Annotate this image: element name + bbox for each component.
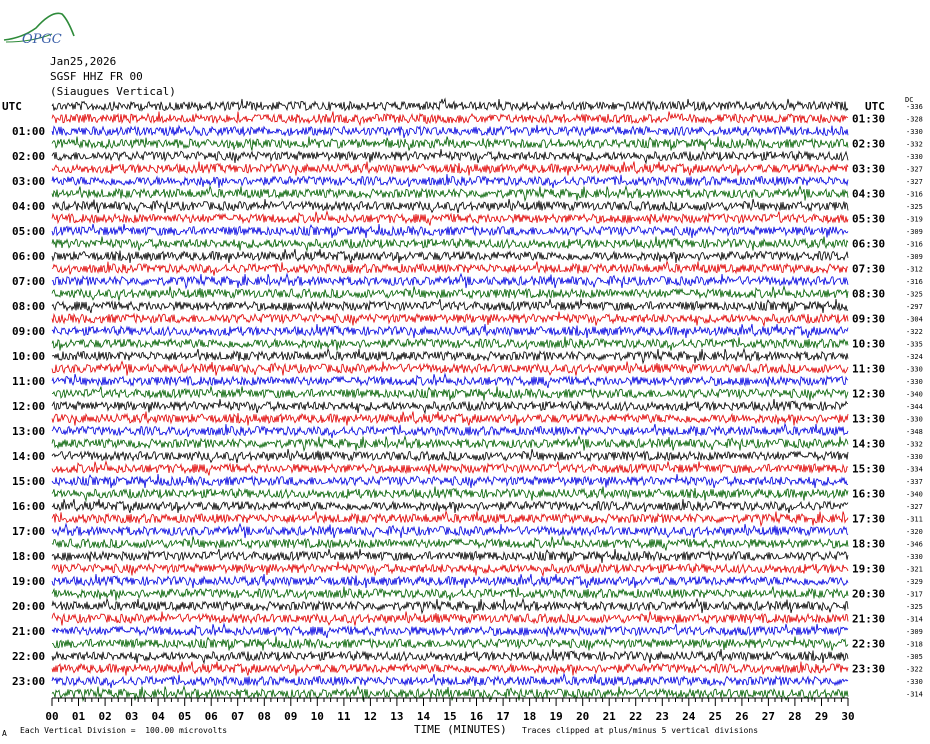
hour-label-right: 11:30: [852, 362, 886, 376]
dc-offset-label: -316: [906, 240, 923, 249]
trace-line: [52, 312, 848, 326]
x-tick-label: 16: [469, 710, 484, 723]
dc-offset-label: -330: [906, 553, 923, 561]
footer-scale: Each Vertical Division = 100.00 microvolts: [20, 726, 228, 735]
hour-label-left: 11:00: [12, 375, 46, 388]
hour-label-right: 19:30: [852, 562, 886, 576]
hour-label-left: 21:00: [12, 625, 46, 638]
trace-line: [52, 249, 848, 263]
hour-label-left: 12:00: [12, 400, 46, 413]
dc-offset-label: -340: [906, 490, 923, 499]
hour-label-right: 08:30: [852, 287, 886, 301]
trace-line: [52, 287, 848, 301]
x-tick-label: 19: [549, 710, 563, 723]
hour-label-left: 06:00: [12, 250, 46, 263]
dc-offset-label: -330: [906, 153, 923, 161]
trace-line: [52, 349, 848, 363]
dc-offset-label: -316: [906, 190, 923, 199]
trace-line: [52, 512, 848, 526]
dc-offset-label: -340: [906, 390, 923, 399]
hour-label-right: 15:30: [852, 462, 886, 476]
hour-label-right: 12:30: [852, 387, 886, 401]
x-axis-title: TIME (MINUTES): [414, 723, 507, 736]
trace-line: [52, 187, 848, 201]
dc-offset-label: -309: [906, 253, 923, 261]
x-tick-label: 05: [178, 710, 192, 723]
trace-line: [52, 524, 848, 538]
trace-line: [52, 174, 848, 188]
trace-line: [52, 299, 848, 313]
hour-label-left: 15:00: [12, 475, 46, 488]
trace-line: [52, 399, 848, 413]
trace-line: [52, 412, 848, 426]
hour-label-right: 07:30: [852, 262, 886, 276]
hour-label-right: 16:30: [852, 487, 886, 501]
hour-label-right: 02:30: [852, 137, 886, 151]
trace-line: [52, 324, 848, 338]
trace-line: [52, 624, 848, 638]
dc-offset-label: -314: [906, 690, 923, 699]
seismic-traces: [52, 99, 848, 701]
hour-label-left: 19:00: [12, 575, 46, 588]
dc-offset-label: -304: [906, 315, 923, 324]
dc-offset-label: -329: [906, 578, 923, 586]
hour-label-right: 09:30: [852, 312, 886, 326]
dc-label: DC: [905, 96, 914, 104]
trace-line: [52, 274, 848, 288]
x-tick-label: 27: [761, 710, 776, 723]
trace-line: [52, 474, 848, 488]
trace-line: [52, 487, 848, 501]
dc-offset-label: -327: [906, 178, 923, 186]
x-tick-label: 18: [522, 710, 537, 723]
hour-label-right: 13:30: [852, 412, 886, 426]
dc-offset-label: -328: [906, 115, 923, 124]
dc-offset-label: -311: [906, 515, 923, 524]
x-tick-label: 13: [390, 710, 404, 723]
dc-offset-label: -325: [906, 603, 923, 611]
x-tick-label: 01: [71, 710, 86, 723]
x-tick-label: 23: [655, 710, 669, 723]
trace-line: [52, 112, 848, 125]
trace-line: [52, 437, 848, 451]
x-tick-label: 03: [124, 710, 139, 723]
x-tick-label: 21: [602, 710, 616, 723]
hour-label-left: 23:00: [12, 675, 46, 688]
dc-offset-label: -344: [906, 403, 923, 411]
trace-line: [52, 224, 848, 238]
hour-label-right: 05:30: [852, 212, 886, 226]
trace-line: [52, 662, 848, 676]
trace-line: [52, 337, 848, 351]
x-tick-label: 11: [337, 710, 351, 723]
dc-offset-label: -332: [906, 440, 923, 449]
x-tick-label: 07: [231, 710, 245, 723]
trace-line: [52, 574, 848, 588]
dc-offset-label: -324: [906, 353, 923, 361]
x-tick-label: 00: [45, 710, 59, 723]
hour-label-left: 07:00: [12, 275, 46, 288]
hour-label-right: 22:30: [852, 637, 886, 651]
dc-offset-label: -346: [906, 540, 923, 549]
hour-label-left: 09:00: [12, 325, 46, 338]
dc-offset-label: -330: [906, 128, 923, 136]
dc-offset-label: -314: [906, 615, 923, 624]
dc-offset-label: -330: [906, 378, 923, 386]
hour-label-left: 16:00: [12, 500, 46, 513]
hour-label-right: 14:30: [852, 437, 886, 451]
x-tick-label: 10: [310, 710, 324, 723]
trace-line: [52, 599, 848, 613]
trace-line: [52, 449, 848, 463]
hour-label-right: 20:30: [852, 587, 886, 601]
trace-line: [52, 125, 848, 138]
trace-line: [52, 387, 848, 401]
x-tick-label: 08: [257, 710, 271, 723]
dc-offset-label: -330: [906, 365, 923, 374]
utc-label-left: UTC: [2, 100, 22, 113]
trace-line: [52, 199, 848, 213]
x-tick-label: 28: [788, 710, 802, 723]
hour-label-right: 17:30: [852, 512, 886, 526]
trace-line: [52, 462, 848, 476]
trace-line: [52, 587, 848, 601]
trace-line: [52, 362, 848, 376]
hour-label-left: 10:00: [12, 350, 46, 363]
dc-offset-label: -325: [906, 290, 923, 299]
dc-offset-label: -337: [906, 478, 923, 486]
x-tick-label: 14: [416, 710, 431, 723]
x-tick-label: 25: [708, 710, 722, 723]
header-location: (Siaugues Vertical): [50, 85, 176, 98]
logo-text: OPGC: [22, 32, 62, 46]
hour-label-left: 14:00: [12, 450, 46, 463]
hour-label-right: 06:30: [852, 237, 886, 251]
dc-offset-label: -330: [906, 453, 923, 461]
dc-offset-label: -309: [906, 228, 923, 236]
x-tick-label: 20: [576, 710, 590, 723]
dc-offset-label: -327: [906, 165, 923, 174]
x-tick-label: 24: [682, 710, 696, 723]
trace-line: [52, 137, 848, 151]
trace-line: [52, 212, 848, 226]
dc-offset-label: -321: [906, 565, 923, 574]
trace-line: [52, 549, 848, 563]
trace-line: [52, 649, 848, 663]
dc-offset-label: -312: [906, 265, 923, 274]
x-tick-label: 15: [443, 710, 457, 723]
hour-label-left: 18:00: [12, 550, 46, 563]
header-station: SGSF HHZ FR 00: [50, 70, 143, 83]
hour-label-left: 20:00: [12, 600, 46, 613]
dc-offset-label: -320: [906, 528, 923, 536]
hour-label-left: 02:00: [12, 150, 46, 163]
x-tick-label: 09: [284, 710, 298, 723]
hour-label-left: 01:00: [12, 125, 46, 138]
x-tick-label: 06: [204, 710, 218, 723]
hour-label-left: 04:00: [12, 200, 46, 213]
trace-line: [52, 99, 848, 111]
dc-offset-label: -330: [906, 678, 923, 686]
hour-label-left: 03:00: [12, 175, 46, 188]
trace-line: [52, 612, 848, 626]
hour-label-right: 01:30: [852, 112, 886, 126]
header-date: Jan25,2026: [50, 55, 117, 68]
trace-line: [52, 149, 848, 163]
dc-offset-label: -322: [906, 328, 923, 336]
dc-offset-label: -322: [906, 665, 923, 674]
dc-offset-label: -348: [906, 428, 923, 436]
dc-offset-label: -334: [906, 465, 923, 474]
dc-offset-label: -327: [906, 503, 923, 511]
trace-line: [52, 424, 848, 438]
hour-label-left: 08:00: [12, 300, 46, 313]
x-tick-label: 22: [629, 710, 643, 723]
dc-offset-label: -335: [906, 340, 923, 349]
hour-label-left: 13:00: [12, 425, 46, 438]
hour-label-left: 05:00: [12, 225, 46, 238]
trace-line: [52, 674, 848, 688]
x-tick-label: 26: [735, 710, 749, 723]
dc-offset-label: -330: [906, 415, 923, 424]
dc-offset-label: -318: [906, 640, 923, 649]
dc-offset-label: -325: [906, 203, 923, 211]
x-tick-label: 30: [841, 710, 855, 723]
dc-offset-label: -317: [906, 590, 923, 599]
hour-label-left: 17:00: [12, 525, 46, 538]
x-tick-label: 29: [814, 710, 829, 723]
trace-line: [52, 237, 848, 251]
hour-label-right: 21:30: [852, 612, 886, 626]
trace-line: [52, 637, 848, 651]
trace-line: [52, 162, 848, 176]
dc-offset-label: -297: [906, 303, 923, 311]
dc-offset-label: -332: [906, 140, 923, 149]
trace-line: [52, 262, 848, 276]
dc-offset-label: -305: [906, 653, 923, 661]
x-tick-label: 04: [151, 710, 165, 723]
trace-line: [52, 537, 848, 551]
footer-marker: A: [2, 729, 7, 738]
x-tick-label: 12: [363, 710, 378, 723]
hour-label-right: 03:30: [852, 162, 886, 176]
trace-line: [52, 499, 848, 513]
footer-clip: Traces clipped at plus/minus 5 vertical divisions: [522, 726, 759, 735]
dc-offset-label: -316: [906, 278, 923, 286]
trace-line: [52, 374, 848, 388]
dc-offset-label: -309: [906, 628, 923, 636]
utc-label-right: UTC: [865, 100, 885, 113]
x-tick-label: 02: [98, 710, 112, 723]
hour-label-right: 10:30: [852, 337, 886, 351]
x-tick-label: 17: [496, 710, 510, 723]
dc-offset-label: -319: [906, 215, 923, 224]
dc-offset-label: -336: [906, 103, 923, 111]
hour-label-right: 23:30: [852, 662, 886, 676]
hour-label-right: 04:30: [852, 187, 886, 201]
hour-label-left: 22:00: [12, 650, 46, 663]
trace-line: [52, 562, 848, 576]
hour-label-right: 18:30: [852, 537, 886, 551]
